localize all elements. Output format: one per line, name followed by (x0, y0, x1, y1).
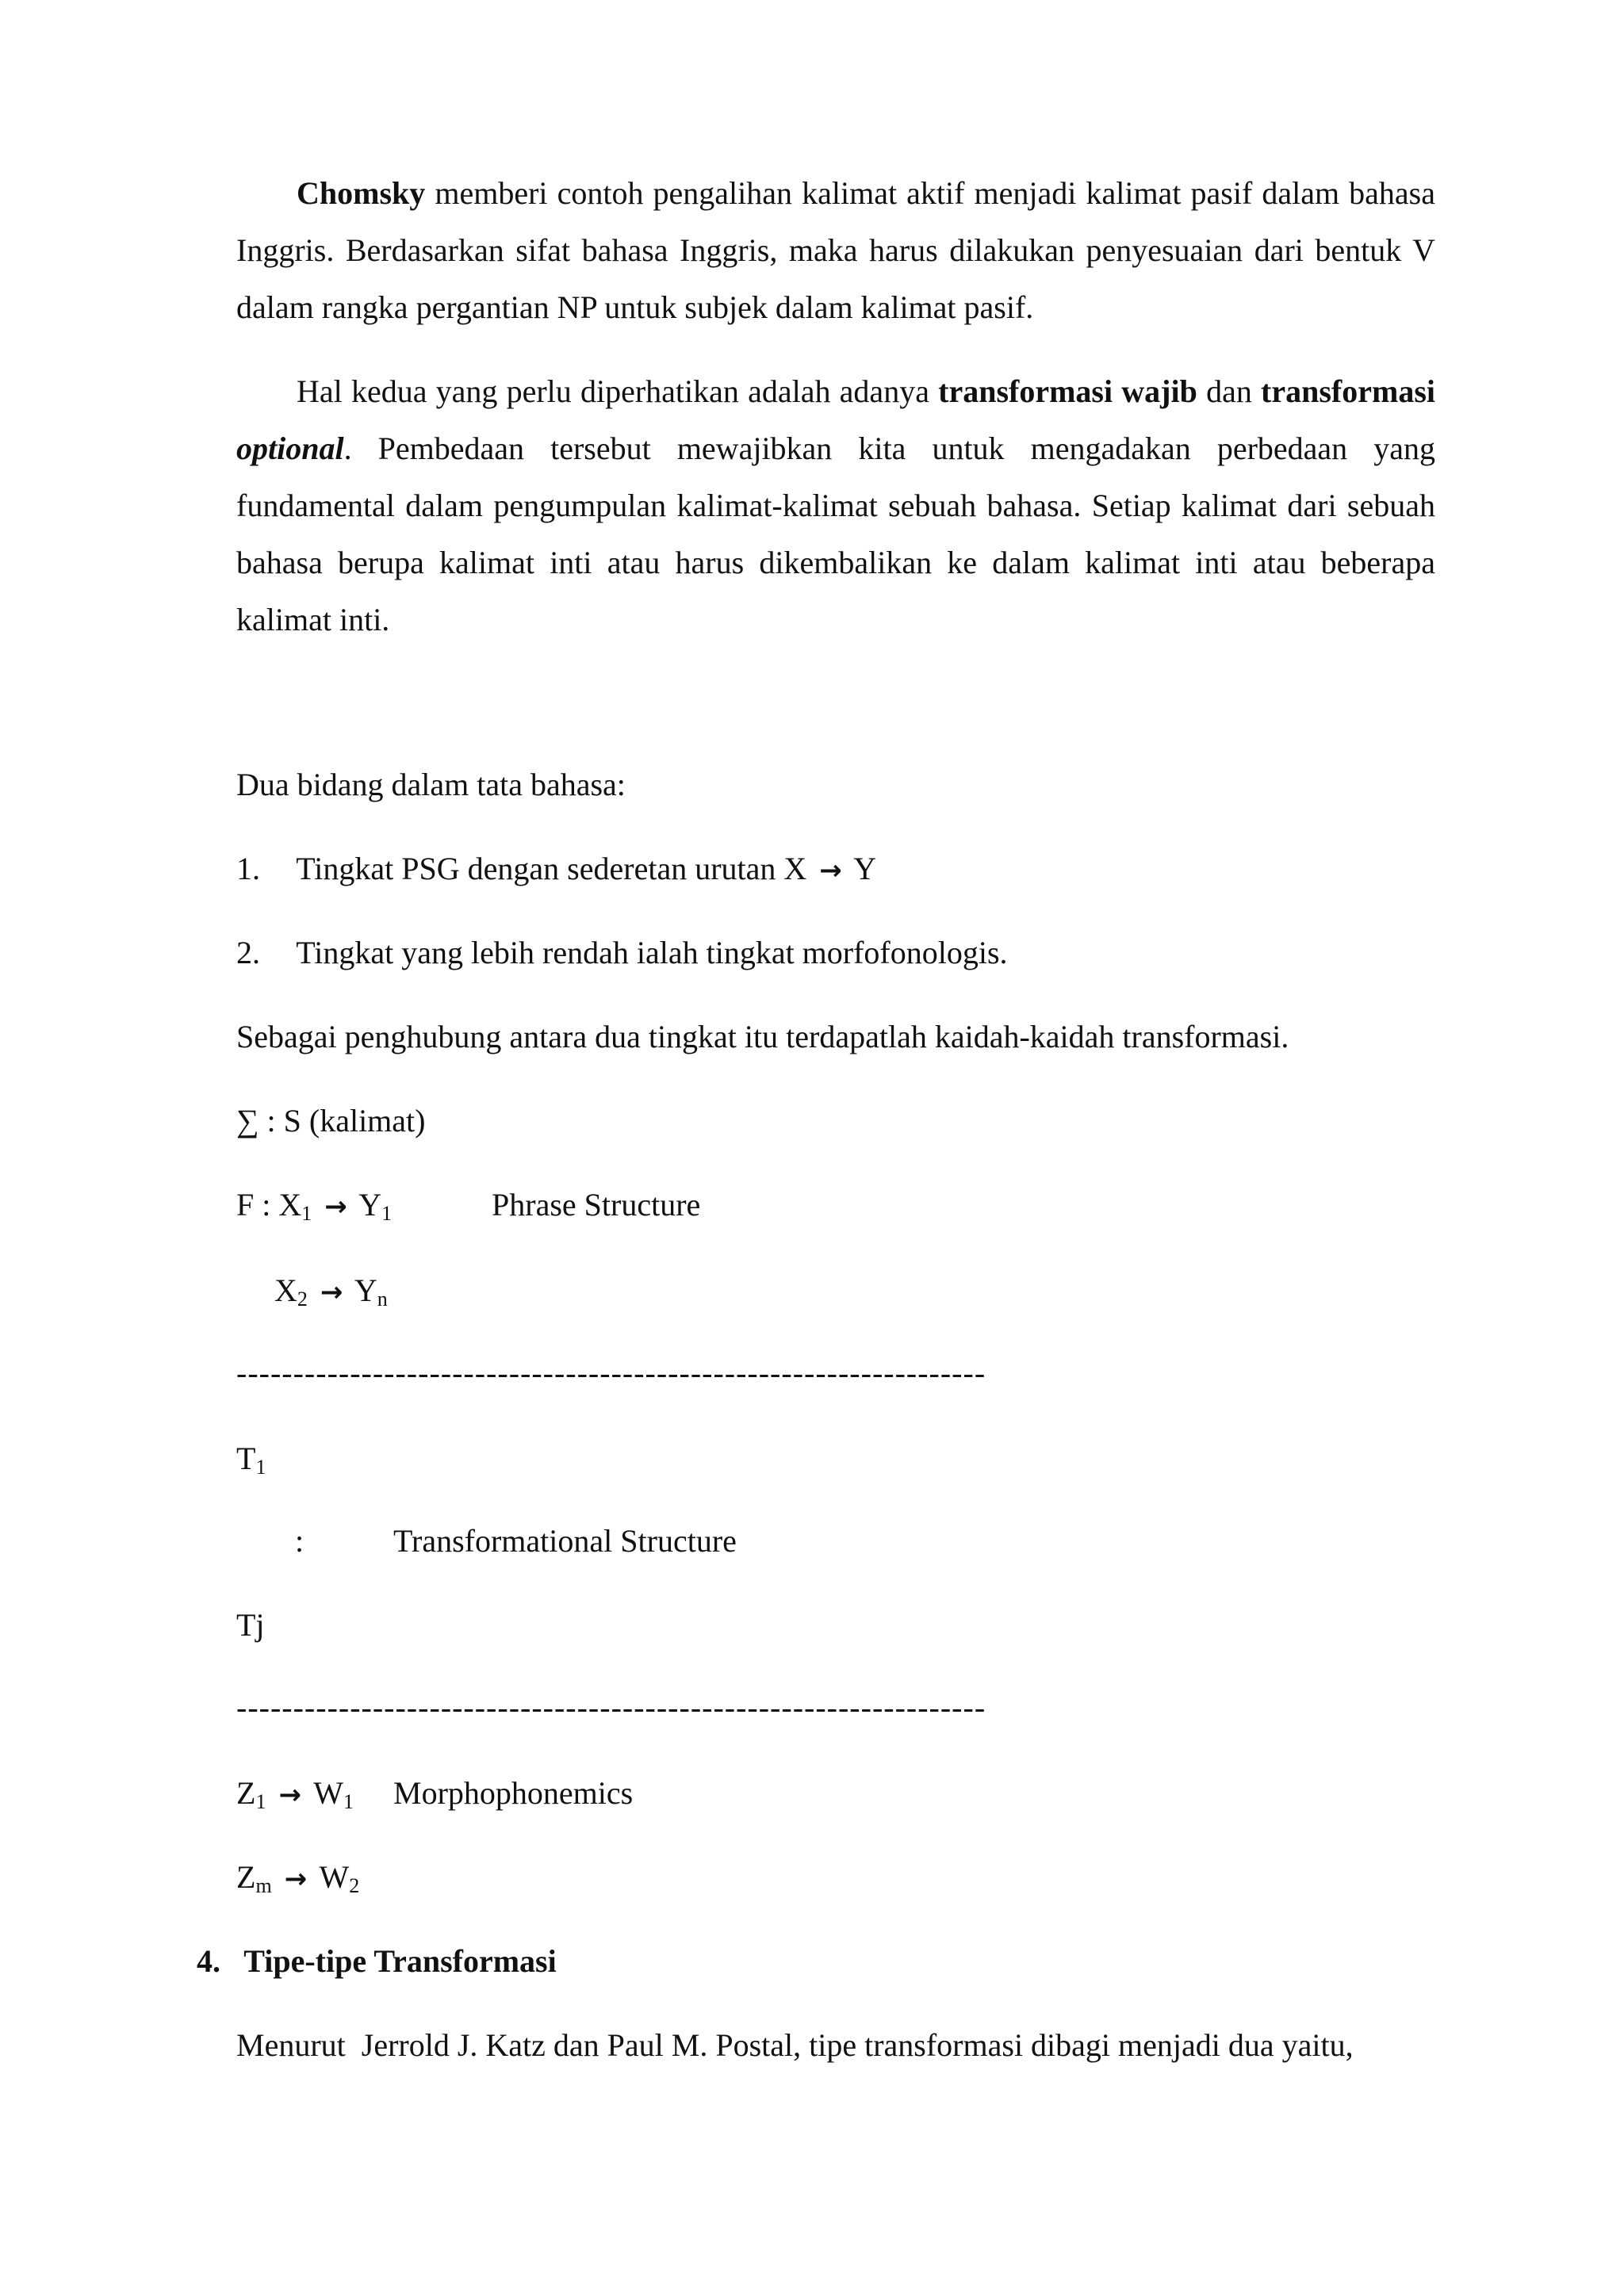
paragraph-text: . Pembedaan tersebut mewajibkan kita untuk mengadakan perbedaan yang fundamental dalam pengumpulan kalimat-kalimat sebuah bahasa. Setiap kalimat dari sebuah bahasa berupa kalimat inti atau harus dikembalikan ke dalam kalimat inti atau beberapa kalimat inti. (236, 430, 1435, 637)
section-number: 4. (197, 1943, 220, 1979)
closing-paragraph: Menurut Jerrold J. Katz dan Paul M. Postal, tipe transformasi dibagi menjadi dua yaitu, (236, 2027, 1354, 2063)
section-heading (197, 1942, 557, 1980)
right-arrow-icon: → (324, 1191, 347, 1223)
list-number: 2. (236, 935, 260, 970)
phrase-structure-rule-2: $X_2 \to Y_n$ (274, 1272, 388, 1311)
list-text: Tingkat PSG dengan sederetan urutan X (296, 851, 815, 886)
separator-line: ------------------------------------------------------------------ (236, 1689, 986, 1725)
list-item (236, 934, 1008, 972)
sigma-line: ∑ : S (kalimat) (236, 1103, 426, 1138)
paragraph-text: dan (1197, 373, 1262, 409)
separator-line: ------------------------------------------------------------------ (236, 1355, 986, 1391)
right-arrow-icon: → (320, 1276, 343, 1308)
right-arrow-icon: → (278, 1779, 301, 1811)
rule-rhs: Y (358, 1187, 382, 1223)
section-title: Tipe-tipe Transformasi (243, 1943, 557, 1979)
phrase-structure-rule-1: F : $X_1 \to Y_1$ (236, 1187, 393, 1225)
fields-heading: Dua bidang dalam tata bahasa: (236, 767, 626, 802)
bold-italic-term-optional: optional (236, 430, 344, 466)
rule-lhs: F : X (236, 1187, 302, 1223)
paragraph-text: Hal kedua yang perlu diperhatikan adalah adanya (297, 373, 939, 409)
morphophonemic-rule-1: $Z_1 \to W_1$ (236, 1775, 354, 1813)
phrase-structure-label: Phrase Structure (492, 1187, 701, 1223)
bold-term-chomsky: Chomsky (297, 175, 426, 211)
list-text: Tingkat yang lebih rendah ialah tingkat morfofonologis. (296, 935, 1008, 970)
paragraph-chomsky (236, 165, 1435, 336)
schema-colon: : (295, 1523, 304, 1559)
morphophonemics-label: Morphophonemics (393, 1775, 634, 1811)
list-item (236, 850, 876, 890)
connector-sentence: Sebagai penghubung antara dua tingkat itu terdapatlah kaidah-kaidah transformasi. (236, 1019, 1289, 1054)
list-number: 1. (236, 851, 260, 886)
bold-term-transformasi: transformasi (1261, 373, 1435, 409)
paragraph-transformations (236, 363, 1435, 649)
right-arrow-icon: → (819, 855, 842, 886)
paragraph-text: memberi contoh pengalihan kalimat aktif menjadi kalimat pasif dalam bahasa Inggris. Berdasarkan sifat bahasa Inggris, maka harus dilakukan penyesuaian dari bentuk V dalam rangka pergantian NP untuk subjek dalam kalimat pasif. (236, 175, 1435, 325)
morphophonemic-rule-2: $Z_m \to W_2$ (236, 1859, 360, 1897)
transformational-structure-label: Transformational Structure (393, 1523, 737, 1559)
transformation-tj: Tj (236, 1607, 265, 1643)
transformation-t1: $T_1$ (236, 1441, 266, 1479)
right-arrow-icon: → (284, 1863, 308, 1895)
bold-term-transformasi-wajib: transformasi wajib (938, 373, 1197, 409)
list-text: Y (846, 851, 877, 886)
